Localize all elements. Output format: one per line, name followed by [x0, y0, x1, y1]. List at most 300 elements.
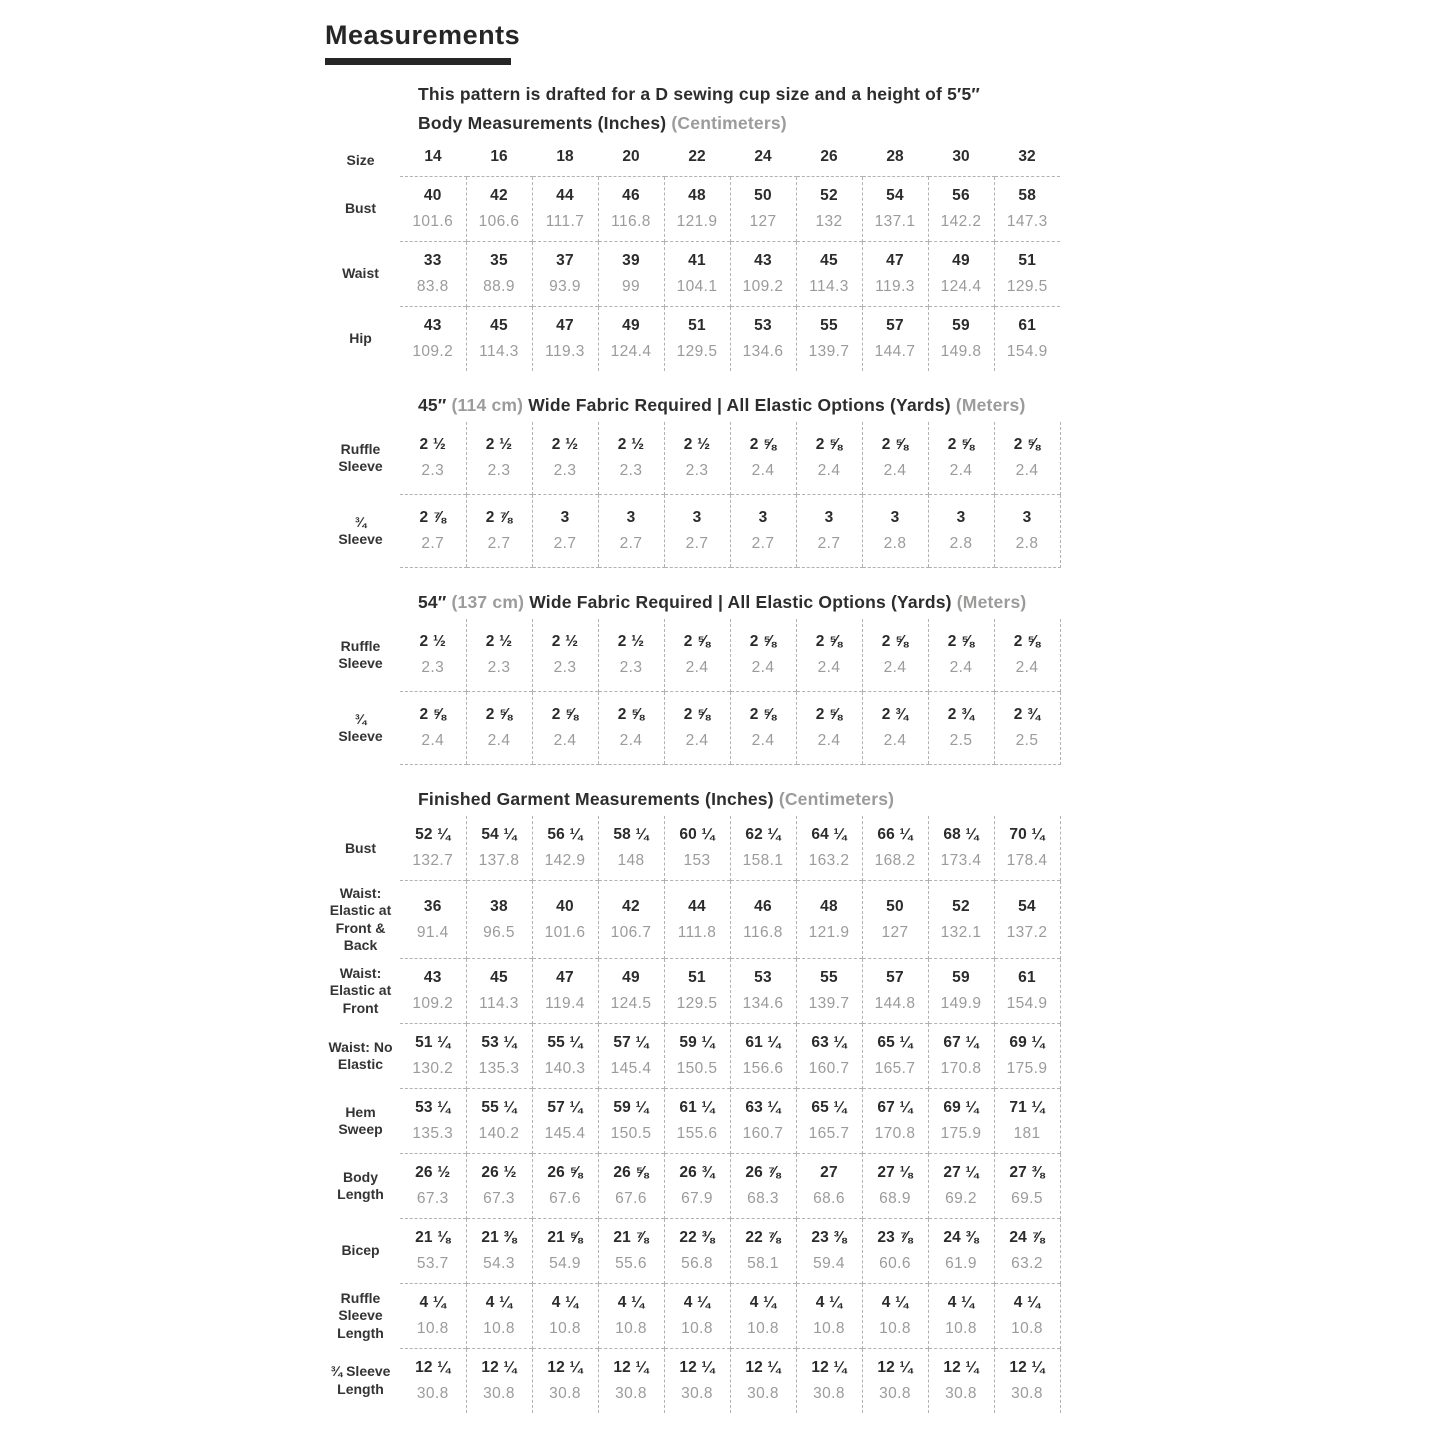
measurement-cell	[730, 1219, 796, 1284]
measurement-cell	[796, 1089, 862, 1154]
metric-value: 55.6	[615, 1255, 647, 1272]
measurement-cell	[994, 177, 1060, 242]
metric-value: 135.3	[412, 1125, 454, 1142]
measurement-cell	[466, 1154, 532, 1219]
measurement-cell	[400, 816, 466, 881]
measurement-cell	[598, 242, 664, 307]
inches-value: 27	[820, 1164, 838, 1181]
metric-value: 137.1	[874, 213, 916, 230]
measurement-cell	[466, 881, 532, 959]
metric-value: 144.8	[874, 995, 916, 1012]
metric-value: 2.5	[1015, 732, 1039, 749]
measurement-cell	[532, 1154, 598, 1219]
metric-value: 116.8	[743, 923, 783, 941]
metric-value: 2.3	[619, 659, 643, 676]
metric-value: 144.7	[874, 343, 916, 360]
measurement-cell	[598, 422, 664, 495]
inches-value: 4 ¼	[815, 1294, 843, 1311]
inches-value: 56 ¼	[547, 826, 583, 843]
metric-value: 154.9	[1006, 995, 1048, 1012]
metric-value: 168.2	[874, 852, 916, 869]
metric-value: 67.3	[483, 1190, 515, 1207]
inches-value: 50	[754, 187, 772, 204]
body-measurements-section	[325, 144, 1070, 371]
inches-value: 43	[754, 252, 772, 269]
measurement-cell	[532, 1024, 598, 1089]
metric-value: 121.9	[676, 213, 718, 230]
measurement-cell	[994, 1024, 1060, 1089]
inches-value: 12 ¼	[481, 1359, 517, 1376]
metric-value: 2.4	[883, 659, 907, 676]
metric-value: 132.1	[940, 923, 982, 941]
header-text: 54″	[418, 592, 452, 612]
inches-value: 61 ¼	[745, 1034, 781, 1051]
row-label: Bicep	[341, 1242, 380, 1259]
inches-value: 27 ⅛	[877, 1164, 913, 1181]
inches-value: 47	[886, 252, 904, 269]
metric-value: 2.4	[751, 659, 775, 676]
inches-value: 12 ¼	[415, 1359, 451, 1376]
measurement-cell	[466, 307, 532, 372]
inches-value: 57	[886, 317, 904, 334]
row-label: Bust	[344, 839, 377, 856]
size-value: 32	[1018, 148, 1036, 165]
inches-value: 2 ⅝	[881, 633, 909, 650]
metric-value: 30.8	[945, 1385, 977, 1402]
inches-value: 44	[688, 897, 706, 915]
fabric-54-header	[418, 592, 1070, 613]
measurement-cell	[532, 881, 598, 959]
measurement-cell	[598, 816, 664, 881]
inches-value: 61	[1018, 317, 1037, 334]
measurement-cell	[862, 1024, 928, 1089]
inches-value: 4 ¼	[683, 1294, 711, 1311]
inches-value: 23 ⅞	[877, 1229, 913, 1246]
table-row	[325, 692, 1060, 765]
metric-value: 173.4	[940, 852, 982, 869]
measurement-cell	[400, 422, 466, 495]
metric-value: 148	[617, 852, 645, 869]
metric-value: 139.7	[808, 995, 850, 1012]
metric-value: 2.3	[685, 462, 709, 479]
metric-value: 145.4	[610, 1060, 652, 1077]
body-header-gray: (Centimeters)	[671, 113, 787, 133]
measurement-cell	[862, 692, 928, 765]
measurement-cell	[400, 242, 466, 307]
size-value: 16	[490, 148, 508, 165]
metric-value: 61.9	[945, 1255, 977, 1272]
metric-value: 30.8	[549, 1385, 581, 1402]
inches-value: 4 ¼	[551, 1294, 579, 1311]
inches-value: 2 ½	[419, 633, 446, 650]
measurement-cell	[598, 959, 664, 1024]
inches-value: 42	[622, 897, 640, 915]
inches-value: 2 ⅝	[815, 633, 843, 650]
measurement-cell	[928, 816, 994, 881]
measurement-cell	[400, 1024, 466, 1089]
inches-value: 2 ⅝	[947, 436, 975, 453]
metric-value: 114.3	[479, 343, 519, 360]
metric-value: 106.6	[478, 213, 520, 230]
measurement-cell	[598, 1089, 664, 1154]
inches-value: 2 ⅝	[815, 706, 843, 723]
measurement-cell	[862, 242, 928, 307]
inches-value: 45	[490, 969, 508, 986]
metric-value: 134.6	[742, 343, 784, 360]
metric-value: 175.9	[940, 1125, 982, 1142]
metric-value: 140.2	[478, 1125, 520, 1142]
size-value: 28	[886, 148, 904, 165]
measurement-cell	[928, 422, 994, 495]
inches-value: 64 ¼	[811, 826, 847, 843]
measurement-cell	[532, 619, 598, 692]
metric-value: 68.9	[879, 1190, 911, 1207]
metric-value: 135.3	[478, 1060, 520, 1077]
row-label: Ruffle Sleeve Length	[337, 1289, 384, 1341]
inches-value: 41	[688, 252, 706, 269]
metric-value: 178.4	[1006, 852, 1048, 869]
metric-value: 10.8	[681, 1320, 713, 1337]
measurement-cell	[532, 422, 598, 495]
metric-value: 150.5	[676, 1060, 718, 1077]
measurement-cell	[664, 495, 730, 568]
metric-value: 68.3	[747, 1190, 779, 1207]
measurement-cell	[928, 959, 994, 1024]
metric-value: 2.4	[817, 659, 841, 676]
inches-value: 12 ¼	[943, 1359, 979, 1376]
size-value: 18	[556, 148, 574, 165]
measurement-cell	[466, 1024, 532, 1089]
metric-value: 170.8	[940, 1060, 982, 1077]
measurement-cell	[532, 1349, 598, 1414]
measurement-cell	[466, 959, 532, 1024]
metric-value: 10.8	[549, 1320, 581, 1337]
inches-value: 63 ¼	[811, 1034, 847, 1051]
metric-value: 30.8	[483, 1385, 515, 1402]
measurement-cell	[796, 1024, 862, 1089]
header-text: Wide Fabric Required | All Elastic Options (Yards)	[529, 592, 957, 612]
inches-value: 23 ⅜	[811, 1229, 847, 1246]
row-label: Waist: Elastic at Front	[329, 964, 392, 1016]
metric-value: 111.7	[545, 213, 585, 230]
inches-value: 2 ½	[617, 436, 645, 453]
inches-value: 53 ¼	[481, 1034, 517, 1051]
measurement-cell	[862, 619, 928, 692]
inches-value: 55	[820, 969, 838, 986]
table-row	[325, 422, 1060, 495]
measurement-cell	[664, 1089, 730, 1154]
table-row	[325, 959, 1060, 1024]
size-value: 26	[820, 148, 838, 165]
measurement-cell	[862, 816, 928, 881]
measurement-cell	[994, 1154, 1060, 1219]
inches-value: 12 ¼	[1009, 1359, 1045, 1376]
inches-value: 2 ⅞	[485, 509, 513, 526]
table-row	[325, 1284, 1060, 1349]
header-metric-text: (114 cm)	[451, 395, 529, 415]
measurement-cell	[994, 816, 1060, 881]
inches-value: 69 ¼	[1009, 1034, 1045, 1051]
metric-value: 104.1	[676, 278, 718, 295]
measurement-cell	[664, 1024, 730, 1089]
metric-value: 2.4	[949, 659, 973, 676]
measurement-cell	[994, 1284, 1060, 1349]
metric-value: 10.8	[416, 1320, 449, 1337]
metric-value: 140.3	[544, 1060, 586, 1077]
measurement-cell	[994, 1349, 1060, 1414]
measurement-cell	[730, 177, 796, 242]
inches-value: 4 ¼	[419, 1294, 446, 1311]
measurement-cell	[730, 495, 796, 568]
row-label: Ruffle Sleeve	[338, 440, 383, 475]
metric-value: 160.7	[742, 1125, 784, 1142]
measurement-cell	[730, 1349, 796, 1414]
metric-value: 69.2	[945, 1190, 977, 1207]
measurement-cell	[664, 307, 730, 372]
title-underline	[325, 58, 511, 65]
inches-value: 68 ¼	[943, 826, 979, 843]
metric-value: 145.4	[544, 1125, 586, 1142]
metric-value: 2.4	[553, 732, 577, 749]
row-label: Waist: Elastic at Front & Back	[329, 884, 392, 953]
metric-value: 119.3	[545, 343, 585, 360]
metric-value: 63.2	[1011, 1255, 1043, 1272]
metric-value: 56.8	[681, 1255, 713, 1272]
measurement-cell	[532, 242, 598, 307]
inches-value: 27 ⅜	[1009, 1164, 1045, 1181]
metric-value: 150.5	[610, 1125, 652, 1142]
inches-value: 44	[556, 187, 574, 204]
measurement-cell	[994, 495, 1060, 568]
metric-value: 53.7	[416, 1255, 449, 1272]
inches-value: 49	[622, 317, 640, 334]
inches-value: 67 ¼	[877, 1099, 913, 1116]
inches-value: 2 ⅝	[1013, 633, 1041, 650]
inches-value: 3	[626, 509, 636, 526]
metric-value: 96.5	[483, 923, 515, 941]
metric-value: 2.4	[685, 732, 709, 749]
measurement-cell	[598, 307, 664, 372]
metric-value: 127	[749, 213, 777, 230]
metric-value: 163.2	[808, 852, 850, 869]
inches-value: 26 ½	[415, 1164, 451, 1181]
inches-value: 49	[952, 252, 970, 269]
metric-value: 2.3	[553, 462, 577, 479]
measurement-cell	[400, 881, 466, 959]
metric-value: 2.3	[553, 659, 577, 676]
metric-value: 2.4	[949, 462, 973, 479]
metric-value: 109.2	[742, 278, 784, 295]
inches-value: 12 ¼	[679, 1359, 715, 1376]
inches-value: 26 ⅝	[613, 1164, 649, 1181]
metric-value: 2.8	[949, 535, 973, 552]
metric-value: 124.4	[610, 343, 652, 360]
measurement-cell	[730, 959, 796, 1024]
measurement-cell	[400, 177, 466, 242]
size-label: Size	[346, 151, 375, 168]
inches-value: 12 ¼	[613, 1359, 649, 1376]
inches-value: 3	[890, 509, 900, 526]
inches-value: 4 ¼	[1013, 1294, 1041, 1311]
measurement-cell	[532, 1219, 598, 1284]
measurement-cell	[994, 881, 1060, 959]
inches-value: 46	[622, 187, 640, 204]
table-row	[325, 1349, 1060, 1414]
metric-value: 91.4	[416, 923, 449, 941]
inches-value: 12 ¼	[745, 1359, 781, 1376]
inches-value: 2 ½	[551, 436, 579, 453]
inches-value: 51 ¼	[415, 1034, 451, 1051]
metric-value: 109.2	[412, 995, 454, 1012]
metric-value: 83.8	[416, 278, 449, 295]
measurement-cell	[862, 1154, 928, 1219]
metric-value: 101.6	[412, 213, 454, 230]
measurement-cell	[796, 1349, 862, 1414]
measurement-cell	[994, 242, 1060, 307]
metric-value: 30.8	[1011, 1385, 1043, 1402]
measurement-cell	[730, 1089, 796, 1154]
inches-value: 2 ⅝	[485, 706, 513, 723]
inches-value: 59	[952, 969, 970, 986]
measurement-cell	[598, 1024, 664, 1089]
inches-value: 43	[423, 317, 442, 334]
measurement-cell	[862, 495, 928, 568]
measurement-cell	[466, 1284, 532, 1349]
inches-value: 2 ⅝	[815, 436, 843, 453]
metric-value: 54.3	[483, 1255, 515, 1272]
measurement-cell	[796, 177, 862, 242]
inches-value: 71 ¼	[1009, 1099, 1045, 1116]
measurement-cell	[862, 881, 928, 959]
metric-value: 59.4	[813, 1255, 845, 1272]
measurement-cell	[796, 1284, 862, 1349]
inches-value: 69 ¼	[943, 1099, 979, 1116]
size-header-row	[325, 144, 1060, 177]
metric-value: 67.6	[549, 1190, 581, 1207]
metric-value: 30.8	[813, 1385, 845, 1402]
inches-value: 63 ¼	[745, 1099, 781, 1116]
metric-value: 2.4	[817, 462, 841, 479]
measurement-cell	[730, 422, 796, 495]
measurement-cell	[532, 495, 598, 568]
metric-value: 93.9	[549, 278, 581, 295]
header-text: 45″	[418, 395, 452, 415]
metric-value: 30.8	[681, 1385, 713, 1402]
measurement-cell	[928, 1024, 994, 1089]
inches-value: 21 ⅝	[547, 1229, 583, 1246]
measurement-cell	[862, 959, 928, 1024]
inches-value: 4 ¼	[947, 1294, 975, 1311]
inches-value: 61	[1018, 969, 1036, 986]
inches-value: 2 ¾	[881, 706, 909, 723]
metric-value: 99	[621, 278, 641, 295]
inches-value: 4 ¼	[485, 1294, 513, 1311]
metric-value: 2.5	[949, 732, 973, 749]
metric-value: 10.8	[945, 1320, 977, 1337]
table-row	[325, 1219, 1060, 1284]
inches-value: 59 ¼	[613, 1099, 649, 1116]
measurement-cell	[466, 422, 532, 495]
inches-value: 4 ¼	[749, 1294, 777, 1311]
inches-value: 48	[820, 897, 838, 915]
metric-value: 2.7	[487, 535, 511, 552]
measurement-cell	[928, 307, 994, 372]
measurement-cell	[796, 692, 862, 765]
metric-value: 142.9	[544, 852, 586, 869]
inches-value: 43	[423, 969, 442, 986]
measurement-cell	[598, 692, 664, 765]
metric-value: 30.8	[747, 1385, 779, 1402]
inches-value: 49	[622, 969, 640, 986]
fabric-54-table	[325, 619, 1061, 765]
header-text: Finished Garment Measurements (Inches)	[418, 789, 779, 809]
table-row	[325, 619, 1060, 692]
inches-value: 61 ¼	[679, 1099, 715, 1116]
inches-value: 45	[820, 252, 838, 269]
row-label: ¾ Sleeve	[338, 710, 383, 744]
measurement-cell	[598, 881, 664, 959]
inches-value: 27 ¼	[943, 1164, 979, 1181]
inches-value: 2 ½	[419, 436, 446, 453]
metric-value: 2.4	[751, 462, 775, 479]
measurement-cell	[994, 1219, 1060, 1284]
inches-value: 59 ¼	[679, 1034, 715, 1051]
measurement-cell	[928, 1154, 994, 1219]
measurement-cell	[466, 1219, 532, 1284]
metric-value: 154.9	[1006, 343, 1048, 360]
metric-value: 181	[1013, 1125, 1041, 1142]
inches-value: 4 ¼	[881, 1294, 909, 1311]
header-metric-text: (Meters)	[956, 592, 1027, 612]
inches-value: 21 ⅛	[415, 1229, 451, 1246]
measurement-cell	[994, 959, 1060, 1024]
inches-value: 53	[754, 969, 772, 986]
fabric-45-header	[418, 395, 1070, 416]
inches-value: 58	[1018, 187, 1037, 204]
measurement-cell	[400, 1154, 466, 1219]
inches-value: 2 ⅝	[617, 706, 645, 723]
inches-value: 24 ⅞	[1009, 1229, 1045, 1246]
metric-value: 10.8	[747, 1320, 779, 1337]
metric-value: 124.4	[940, 278, 982, 295]
size-value: 20	[622, 148, 640, 165]
inches-value: 59	[952, 317, 970, 334]
inches-value: 26 ¾	[679, 1164, 715, 1181]
measurement-cell	[730, 816, 796, 881]
inches-value: 2 ⅝	[749, 633, 777, 650]
inches-value: 54	[1018, 897, 1036, 915]
inches-value: 36	[423, 897, 442, 915]
inches-value: 2 ⅝	[419, 706, 446, 723]
measurement-cell	[466, 1089, 532, 1154]
metric-value: 175.9	[1006, 1060, 1048, 1077]
measurement-cell	[730, 1024, 796, 1089]
metric-value: 119.4	[545, 995, 585, 1012]
measurement-cell	[400, 959, 466, 1024]
size-value: 24	[754, 148, 772, 165]
metric-value: 160.7	[808, 1060, 850, 1077]
finished-garment-header	[418, 789, 1070, 810]
metric-value: 88.9	[483, 278, 515, 295]
inches-value: 52	[952, 897, 970, 915]
measurement-cell	[730, 692, 796, 765]
inches-value: 57 ¼	[613, 1034, 649, 1051]
metric-value: 2.4	[487, 732, 511, 749]
measurement-cell	[532, 177, 598, 242]
measurement-cell	[730, 1284, 796, 1349]
fabric-54-section	[325, 592, 1070, 765]
inches-value: 54	[886, 187, 904, 204]
